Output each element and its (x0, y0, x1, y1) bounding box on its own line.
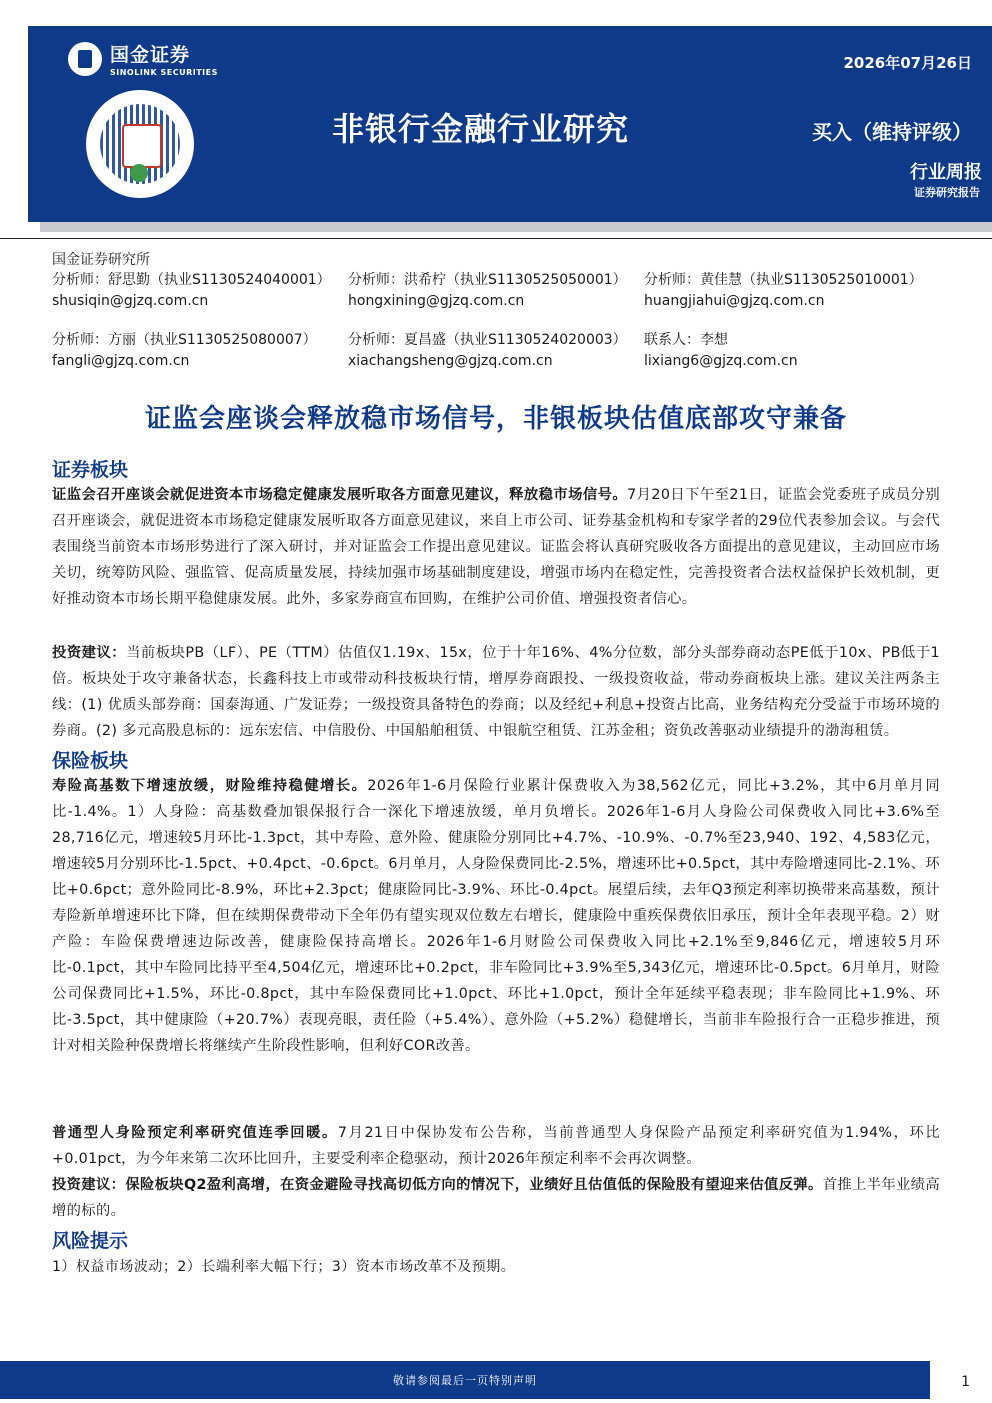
industry-title: 非银行金融行业研究 (332, 110, 630, 148)
paragraph-body: 首推上半年业绩高增的标的。 (52, 1177, 940, 1219)
paragraph-lead: 投资建议： (52, 645, 127, 661)
analyst-block (644, 270, 923, 312)
logo-cn: 国金证券 (110, 44, 191, 66)
analyst-name: 分析师：方丽（执业S1130525080007） (52, 332, 317, 348)
analyst-name: 分析师：黄佳慧（执业S1130525010001） (644, 272, 923, 288)
analyst-email[interactable]: xiachangsheng@gjzq.com.cn (348, 353, 553, 369)
analyst-name: 分析师：洪希柠（执业S1130525050001） (348, 272, 627, 288)
analyst-email[interactable]: fangli@gjzq.com.cn (52, 353, 190, 369)
company-logo (68, 40, 218, 77)
institute: 国金证券研究所 (52, 252, 150, 268)
analyst-block (644, 330, 798, 372)
paragraph-lead: 投资建议：保险板块Q2盈利高增，在资金避险寻找高切低方向的情况下，业绩好且估值低的保险股有望迎来估值反弹。 (52, 1177, 823, 1193)
rating: 买入（维持评级） (812, 120, 972, 144)
footer-bar (0, 1361, 930, 1399)
analyst-email[interactable]: huangjiahui@gjzq.com.cn (644, 293, 825, 309)
risk-text: 1）权益市场波动；2）长端利率大幅下行；3）资本市场改革不及预期。 (52, 1259, 516, 1275)
paragraph-body: 7月20日下午至21日，证监会党委班子成员分别召开座谈会，就促进资本市场稳定健康发展听取各方面意见建议，来自上市公司、证券基金机构和专家学者的29位代表参加会议。与会代表围绕当前资本市场形势进行了深入研讨，并对证监会工作提出意见建议。证监会将认真研究吸收各方面提出的意见建议，主动回应市场关切，统筹防风险、强监管、促高质量发展，持续加强市场基础制度建设，增强市场内在稳定性，完善投资者合法权益保护长效机制，更好推动资本市场长期平稳健康发展。此外，多家券商宣布回购，在维护公司价值、增强投资者信心。 (52, 487, 940, 607)
page-number: 1 (961, 1374, 970, 1390)
paragraph-body: 当前板块PB（LF）、PE（TTM）估值仅1.19x、15x，位于十年16%、4%分位数，部分头部券商动态PE低于10x、PB低于1倍。板块处于攻守兼备状态，长鑫科技上市或带动科技板块行情，增厚券商跟投、一级投资收益，带动券商板块上涨。建议关注两条主线：(1) 优质头部券商：国泰海通、广发证券；一级投资具备特色的券商；以及经纪+利息+投资占比高，业务结构充分受益于市场环境的券商。(2) 多元高股息标的：远东宏信、中信股份、中国船舶租赁、中银航空租赁、江苏金租；资负改善驱动业绩提升的渤海租赁。 (52, 645, 940, 739)
qr-code-icon (86, 90, 194, 198)
paragraph-insurance-3 (52, 1172, 940, 1224)
paragraph-securities-2 (52, 640, 940, 744)
analyst-block (348, 330, 627, 372)
analyst-block (52, 330, 317, 372)
analyst-email[interactable]: shusiqin@gjzq.com.cn (52, 293, 209, 309)
analyst-block (348, 270, 627, 312)
section-heading-risk: 风险提示 (52, 1230, 129, 1252)
contact-email[interactable]: lixiang6@gjzq.com.cn (644, 353, 798, 369)
report-date: 2026年07月26日 (843, 54, 972, 72)
divider (0, 238, 992, 239)
report-title: 证监会座谈会释放稳市场信号，非银板块估值底部攻守兼备 (144, 404, 847, 434)
paragraph-securities-1 (52, 482, 940, 612)
analyst-name: 分析师：舒思勤（执业S1130524040001） (52, 272, 331, 288)
contact-name: 联系人：李想 (644, 332, 728, 348)
paragraph-insurance-1 (52, 773, 940, 1059)
analyst-email[interactable]: hongxining@gjzq.com.cn (348, 293, 525, 309)
section-heading-insurance: 保险板块 (52, 750, 129, 772)
paragraph-body: 7月21日中保协发布公告称，当前普通型人身保险产品预定利率研究值为1.94%，环比+0.01pct，为今年来第二次环比回升，主要受利率企稳驱动，预计2026年预定利率不会再次调整。 (52, 1125, 940, 1167)
paragraph-lead: 寿险高基数下增速放缓，财险维持稳健增长。 (52, 778, 368, 794)
paragraph-lead: 普通型人身险预定利率研究值连季回暖。 (52, 1125, 338, 1141)
paragraph-lead: 证监会召开座谈会就促进资本市场稳定健康发展听取各方面意见建议，释放稳市场信号。 (52, 487, 628, 503)
paragraph-body: 2026年1-6月保险行业累计保费收入为38,562亿元，同比+3.2%，其中6月单月同比-1.4%。1）人身险：高基数叠加银保报行合一深化下增速放缓，单月负增长。2026年1-6月人身险公司保费收入同比+3.6%至28,716亿元，增速较5月环比-1.3pct，其中寿险、意外险、健康险分别同比+4.7%、-10.9%、-0.7%至23,940、192、4,583亿元，增速较5月分别环比-1.5pct、+0.4pct、-0.6pct。6月单月，人身险保费同比-2.5%，增速环比+0.5pct，其中寿险增速同比-2.1%、环比+0.6pct；意外险同比-8.9%，环比+2.3pct；健康险同比-3.9%、环比-0.4pct。展望后续，去年Q3预定利率切换带来高基数，预计寿险新单增速环比下降，但在续期保费带动下全年仍有望实现双位数左右增长，健康险中重疾保费依旧承压，预计全年表现平稳。2）财产险：车险保费增速边际改善，健康险保持高增长。2026年1-6月财险公司保费收入同比+2.1%至9,846亿元，增速较5月环比-0.1pct，其中车险同比持平至4,504亿元，增速环比+0.2pct，非车险同比+3.9%至5,343亿元，增速环比-0.5pct。6月单月，财险公司保费同比+1.5%，环比-0.8pct，其中车险保费同比+1.0pct、环比+1.0pct，预计全年延续平稳表现；非车险同比+1.9%、环比-3.5pct，其中健康险（+20.7%）表现亮眼，责任险（+5.4%）、意外险（+5.2%）稳健增长，当前非车险报行合一正稳步推进，预计对相关险种保费增长将继续产生阶段性影响，但利好COR改善。 (52, 778, 940, 1054)
analyst-block (52, 270, 331, 312)
report-type: 行业周报 (910, 162, 982, 183)
paragraph-insurance-2 (52, 1120, 940, 1172)
section-heading-securities: 证券板块 (52, 459, 129, 481)
footer-notice: 敬请参阅最后一页特别声明 (393, 1374, 537, 1387)
analyst-name: 分析师：夏昌盛（执业S1130524020003） (348, 332, 627, 348)
logo-en: SINOLINK SECURITIES (110, 68, 218, 77)
report-subtype: 证券研究报告 (914, 186, 980, 199)
logo-mark-icon (68, 42, 102, 76)
